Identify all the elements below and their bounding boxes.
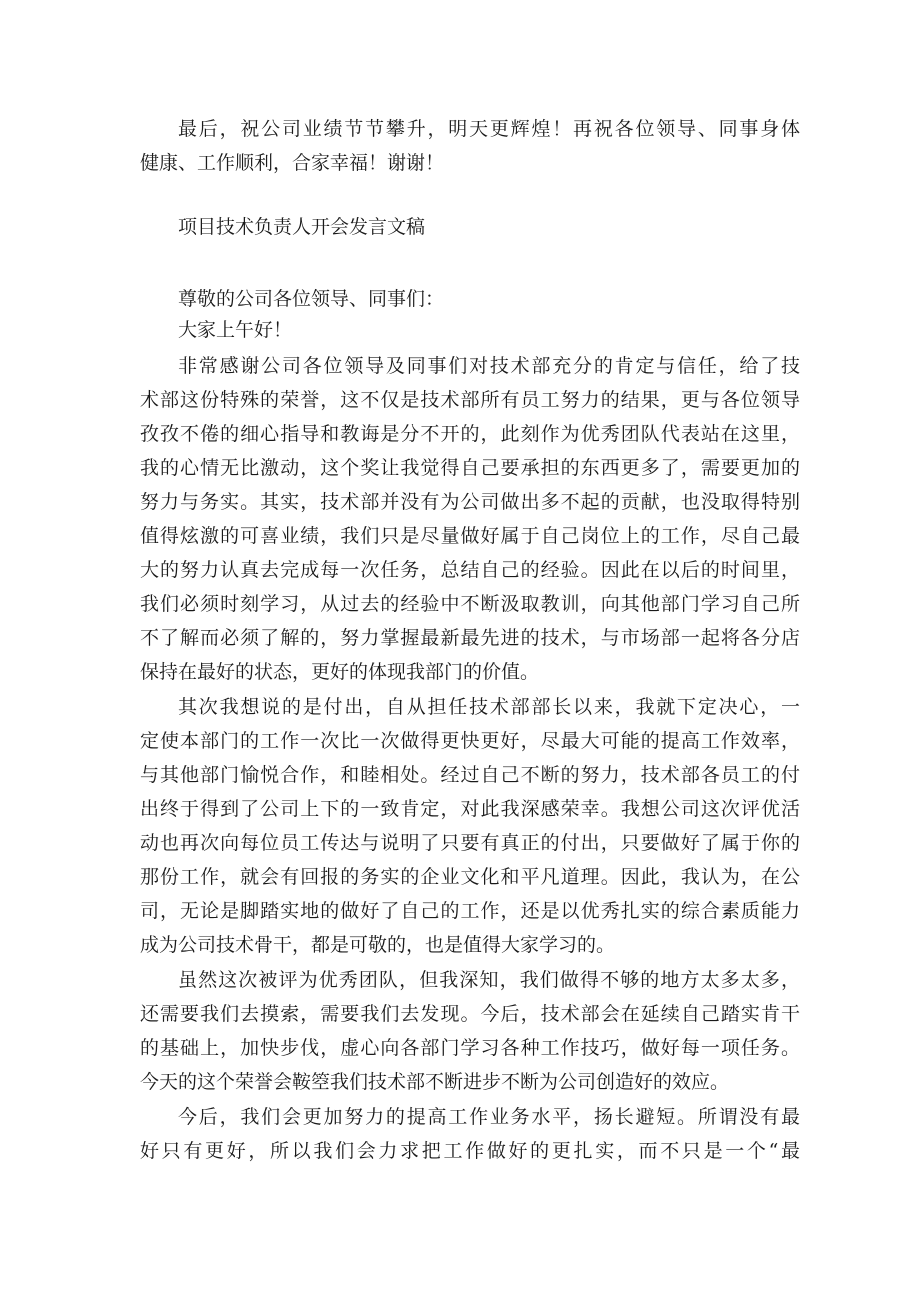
paragraph-3-line: 今天的这个荣誉会鞍箜我们技术部不断进步不断为公司创造好的效应。 xyxy=(140,1071,730,1093)
paragraph-1-line: 努力与务实。其实，技术部并没有为公司做出多不起的贡献，也没取得特别 xyxy=(140,491,800,513)
paragraph-2-line: 成为公司技术骨干，都是可敬的，也是值得大家学习的。 xyxy=(140,934,616,956)
paragraph-1-line: 大的努力认真去完成每一次任务，总结自己的经验。因此在以后的时间里， xyxy=(140,559,800,581)
paragraph-2-line: 司，无论是脚踏实地的做好了自己的工作，还是以优秀扎实的综合素质能力 xyxy=(140,900,800,922)
paragraph-1-line: 我们必须时刻学习，从过去的经验中不断汲取教训，向其他部门学习自己所 xyxy=(140,593,800,615)
paragraph-1-line: 不了解而必须了解的，努力掌握最新最先进的技术，与市场部一起将各分店 xyxy=(140,627,800,649)
paragraph-2-line: 定使本部门的工作一次比一次做得更快更好，尽最大可能的提高工作效率， xyxy=(140,730,800,752)
paragraph-2-line: 那份工作，就会有回报的务实的企业文化和平凡道理。因此，我认为，在公 xyxy=(140,866,800,888)
paragraph-1-line: 孜孜不倦的细心指导和教诲是分不开的，此刻作为优秀团队代表站在这里， xyxy=(140,423,800,445)
paragraph-3-line: 虽然这次被评为优秀团队，但我深知，我们做得不够的地方太多太多， xyxy=(178,969,800,991)
paragraph-1-line: 我的心情无比激动，这个奖让我觉得自己要承担的东西更多了，需要更加的 xyxy=(140,457,800,479)
paragraph-2-line: 出终于得到了公司上下的一致肯定，对此我深感荣幸。我想公司这次评优活 xyxy=(140,798,800,820)
paragraph-2-line: 其次我想说的是付出，自从担任技术部部长以来，我就下定决心，一 xyxy=(178,696,800,718)
paragraph-1-line: 非常感谢公司各位领导及同事们对技术部充分的肯定与信任，给了技 xyxy=(178,355,800,377)
greeting: 大家上午好！ xyxy=(178,319,293,341)
paragraph-4-line: 好只有更好，所以我们会力求把工作做好的更扎实，而不只是一个“最 xyxy=(140,1140,800,1162)
paragraph-3-line: 的基础上，加快步伐，虚心向各部门学习各种工作技巧，做好每一项任务。 xyxy=(140,1037,800,1059)
paragraph-2-line: 动也再次向每位员工传达与说明了只要有真正的付出，只要做好了属于你的 xyxy=(140,832,800,854)
salutation: 尊敬的公司各位领导、同事们： xyxy=(178,288,445,310)
paragraph-3-line: 还需要我们去摸索，需要我们去发现。今后，技术部会在延续自己踏实肯干 xyxy=(140,1003,800,1025)
closing-line-1: 最后，祝公司业绩节节攀升，明天更辉煌！再祝各位领导、同事身体 xyxy=(178,118,800,140)
paragraph-1-line: 值得炫激的可喜业绩，我们只是尽量做好属于自己岗位上的工作，尽自己最 xyxy=(140,525,800,547)
paragraph-1-line: 术部这份特殊的荣誉，这不仅是技术部所有员工努力的结果，更与各位领导 xyxy=(140,389,800,411)
paragraph-2-line: 与其他部门愉悦合作，和睦相处。经过自己不断的努力，技术部各员工的付 xyxy=(140,764,800,786)
closing-line-2: 健康、工作顺利，合家幸福！谢谢！ xyxy=(140,152,445,174)
document-title: 项目技术负责人开会发言文稿 xyxy=(178,216,426,238)
paragraph-1-line: 保持在最好的状态，更好的体现我部门的价值。 xyxy=(140,661,540,683)
paragraph-4-line: 今后，我们会更加努力的提高工作业务水平，扬长避短。所谓没有最 xyxy=(178,1106,800,1128)
